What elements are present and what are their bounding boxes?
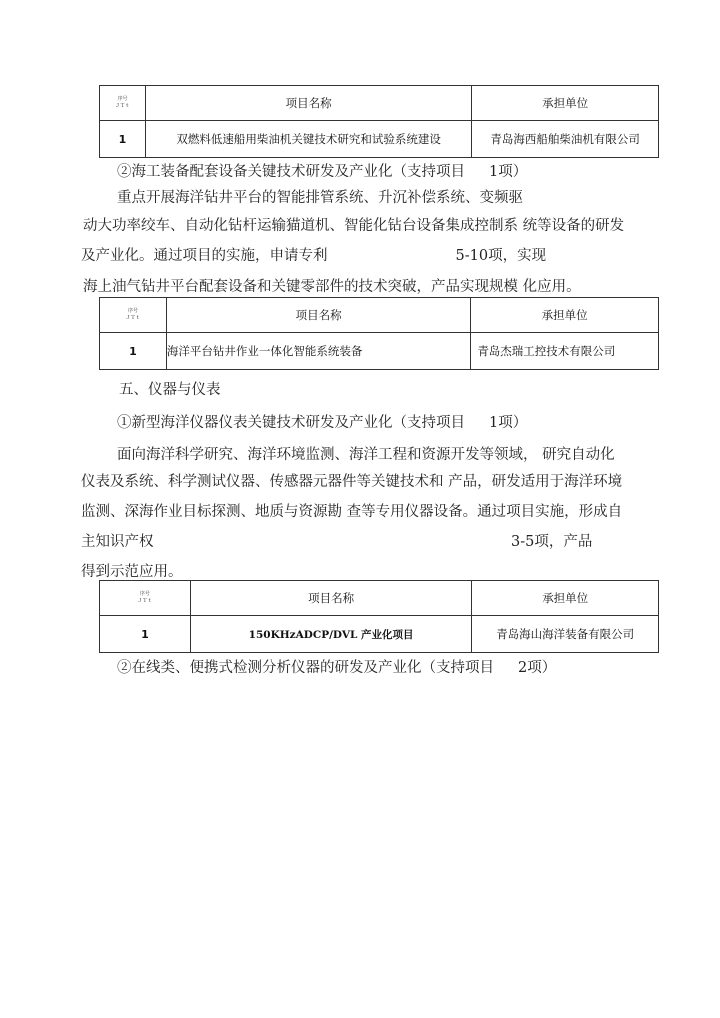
paragraph-line: 面向海洋科学研究、海洋环境监测、海洋工程和资源开发等领域， 研究自动化	[117, 447, 615, 463]
paragraph-line: 得到示范应用。	[81, 564, 183, 580]
patent-count: 5-10项，实现	[455, 248, 547, 264]
section-heading	[117, 160, 527, 181]
name-header: 项目名称	[166, 298, 470, 333]
heading-text: ①新型海洋仪器仪表关键技术研发及产业化（支持项目	[117, 415, 465, 431]
seq-header: 序号 ＪＴｔ	[100, 581, 191, 616]
section-heading	[117, 411, 527, 432]
name-header: 项目名称	[190, 581, 472, 616]
row-unit: 青岛杰瑞工控技术有限公司	[471, 333, 659, 370]
seq-header: 序号 ＪＴｔ	[100, 298, 167, 333]
project-table-3	[99, 580, 659, 653]
unit-header: 承担单位	[472, 86, 659, 121]
table-row	[100, 121, 659, 158]
heading-count: 1项）	[489, 164, 528, 180]
paragraph-line: 主知识产权	[81, 534, 154, 550]
row-unit: 青岛海西船舶柴油机有限公司	[472, 121, 659, 158]
paragraph-line: 重点开展海洋钻井平台的智能排管系统、升沉补偿系统、变频驱	[117, 190, 523, 206]
table-row	[100, 616, 659, 653]
row-project-name: 海洋平台钻井作业一体化智能系统装备	[166, 333, 470, 370]
section-title: 五、仪器与仪表	[119, 382, 221, 398]
project-table-2	[99, 297, 659, 370]
row-project-name: 双燃料低速船用柴油机关键技术研究和试验系统建设	[145, 121, 471, 158]
project-table-1	[99, 85, 659, 158]
row-unit: 青岛海山海洋装备有限公司	[472, 616, 659, 653]
name-header: 项目名称	[145, 86, 471, 121]
seq-header: 序号 ＪＴｔ	[100, 86, 146, 121]
paragraph-line	[81, 244, 546, 265]
row-seq: 1	[100, 616, 191, 653]
row-seq: 1	[100, 121, 146, 158]
heading-count: 1项）	[489, 415, 528, 431]
paragraph-line: 海上油气钻井平台配套设备和关键零部件的技术突破，产品实现规模 化应用。	[83, 279, 581, 295]
heading-text: ②海工装备配套设备关键技术研发及产业化（支持项目	[117, 164, 465, 180]
unit-header: 承担单位	[472, 581, 659, 616]
table-row	[100, 333, 659, 370]
paragraph-line: 仪表及系统、科学测试仪器、传感器元器件等关键技术和 产品，研发适用于海洋环境	[81, 474, 623, 490]
row-project-name: 150KHzADCP/DVL 产业化项目	[190, 616, 472, 653]
paragraph-line: 3-5项，产品	[511, 534, 593, 550]
section-heading	[117, 656, 556, 677]
heading-count: 2项）	[518, 660, 557, 676]
unit-header: 承担单位	[471, 298, 659, 333]
heading-text: ②在线类、便携式检测分析仪器的研发及产业化（支持项目	[117, 660, 494, 676]
paragraph-line: 监测、深海作业目标探测、地质与资源勘 查等专用仪器设备。通过项目实施，形成自	[81, 504, 623, 520]
paragraph-text: 及产业化。通过项目的实施，申请专利	[81, 248, 328, 264]
row-seq: 1	[100, 333, 167, 370]
paragraph-line: 动大功率绞车、自动化钻杆运输猫道机、智能化钻台设备集成控制系 统等设备的研发	[83, 218, 625, 234]
